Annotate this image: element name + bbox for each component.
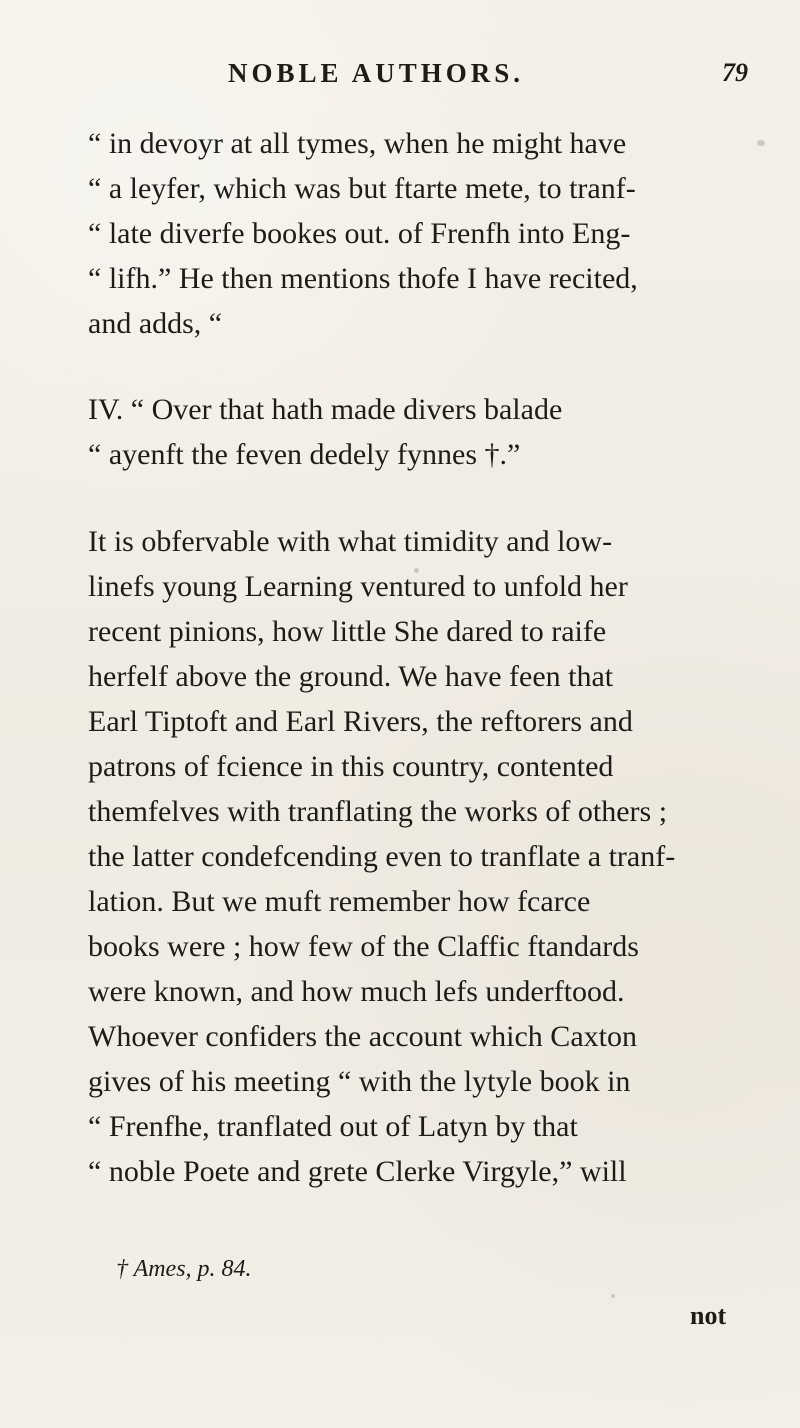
page-number: 79 — [722, 58, 748, 87]
text-line: “ in devoyr at all tymes, when he might have — [88, 127, 627, 160]
text-line: “ lifh.” He then mentions thofe I have recited, — [88, 262, 638, 295]
text-line: were known, and how much lefs underftood. — [88, 975, 625, 1008]
text-line: lation. But we muft remember how fcarce — [88, 885, 591, 918]
numbered-quotation — [88, 387, 764, 477]
text-line: themfelves with tranflating the works of others ; — [88, 795, 668, 828]
paper-speck — [611, 1294, 615, 1298]
catchword: not — [690, 1301, 727, 1330]
text-line: “ a leyfer, which was but ftarte mete, to tranf- — [88, 172, 636, 205]
text-line: recent pinions, how little She dared to raife — [88, 615, 607, 648]
body-paragraph — [88, 519, 764, 1194]
text-line: “ Frenfhe, tranflated out of Latyn by that — [88, 1110, 578, 1143]
text-line: gives of his meeting “ with the lytyle book in — [88, 1065, 631, 1098]
footnote: † Ames, p. 84. — [116, 1256, 252, 1282]
running-head: NOBLE AUTHORS. — [228, 58, 525, 88]
text-line: IV. “ Over that hath made divers balade — [88, 393, 563, 426]
text-line: linefs young Learning ventured to unfold her — [88, 570, 628, 603]
paper-speck — [757, 140, 765, 146]
text-line: patrons of fcience in this country, contented — [88, 750, 614, 783]
text-line: “ late diverfe bookes out. of Frenfh into Eng- — [88, 217, 631, 250]
text-line: the latter condefcending even to tranflate a tranf- — [88, 840, 676, 873]
text-line: books were ; how few of the Claffic ftandards — [88, 930, 639, 963]
paper-speck — [414, 568, 419, 573]
text-line: and adds, “ — [88, 307, 223, 340]
text-line: Earl Tiptoft and Earl Rivers, the reftorers and — [88, 705, 633, 738]
page-header — [228, 58, 748, 98]
text-line: “ noble Poete and grete Clerke Virgyle,” will — [88, 1155, 627, 1188]
text-line: Whoever confiders the account which Caxton — [88, 1020, 637, 1053]
paragraph-continuation — [88, 121, 764, 346]
text-line: herfelf above the ground. We have feen that — [88, 660, 614, 693]
text-line: It is obfervable with what timidity and low- — [88, 525, 613, 558]
text-line: “ ayenft the feven dedely fynnes †.” — [88, 438, 521, 471]
